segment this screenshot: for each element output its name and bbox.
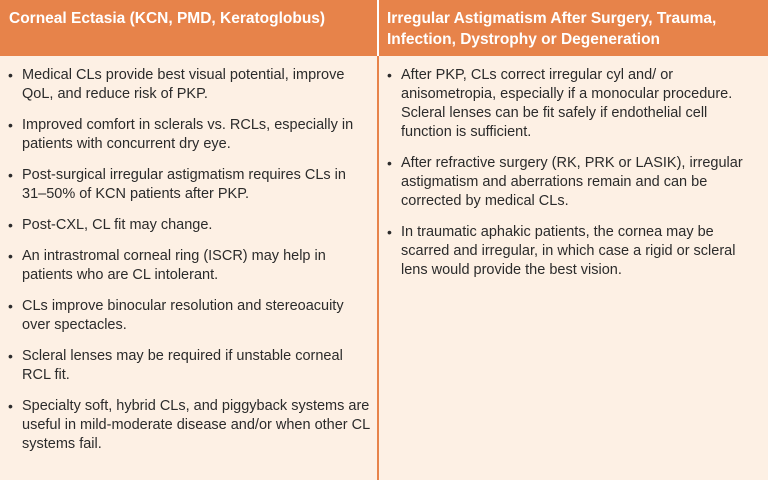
column-header-irregular-astigmatism: Irregular Astigmatism After Surgery, Trauma, Infection, Dystrophy or Degeneration: [379, 0, 768, 56]
column-body-irregular-astigmatism: [379, 56, 768, 480]
list-item-text: CLs improve binocular resolution and stereoacuity over spectacles.: [22, 298, 344, 333]
list-item-text: Medical CLs provide best visual potential, improve QoL, and reduce risk of PKP.: [22, 67, 345, 102]
list-item-text: In traumatic aphakic patients, the cornea may be scarred and irregular, in which case a rigid or scleral lens would provide the best vision.: [401, 224, 736, 278]
list-item-text: Specialty soft, hybrid CLs, and piggyback systems are useful in mild-moderate disease and/or when other CL systems fail.: [22, 398, 370, 452]
list-item: [8, 397, 371, 454]
list-item: [8, 247, 371, 285]
bullet-icon: •: [387, 67, 392, 83]
bullet-icon: •: [8, 298, 13, 314]
bullet-icon: •: [387, 224, 392, 240]
list-item: [387, 154, 762, 211]
column-header-corneal-ectasia: Corneal Ectasia (KCN, PMD, Keratoglobus): [0, 0, 379, 56]
list-item: [8, 116, 371, 154]
list-item-text: Scleral lenses may be required if unstable corneal RCL fit.: [22, 348, 343, 383]
list-item-text: Post-CXL, CL fit may change.: [22, 217, 213, 233]
bullet-list: [387, 66, 762, 280]
list-item: [387, 66, 762, 142]
bullet-icon: •: [8, 117, 13, 133]
list-item: [8, 166, 371, 204]
bullet-icon: •: [8, 248, 13, 264]
bullet-icon: •: [8, 398, 13, 414]
bullet-icon: •: [8, 67, 13, 83]
bullet-icon: •: [387, 155, 392, 171]
list-item-text: Improved comfort in sclerals vs. RCLs, especially in patients with concurrent dry eye.: [22, 117, 354, 152]
list-item: [8, 66, 371, 104]
list-item-text: After refractive surgery (RK, PRK or LASIK), irregular astigmatism and aberrations remain and can be corrected by medical CLs.: [401, 155, 743, 209]
bullet-list: [8, 66, 371, 454]
list-item: [387, 223, 762, 280]
list-item-text: An intrastromal corneal ring (ISCR) may help in patients who are CL intolerant.: [22, 248, 326, 283]
bullet-icon: •: [8, 167, 13, 183]
list-item-text: Post-surgical irregular astigmatism requires CLs in 31–50% of KCN patients after PKP.: [22, 167, 346, 202]
list-item: [8, 216, 371, 235]
list-item-text: After PKP, CLs correct irregular cyl and/ or anisometropia, especially if a monocular procedure. Scleral lenses can be fit safely if endothelial cell function is sufficient.: [401, 67, 733, 140]
bullet-icon: •: [8, 348, 13, 364]
list-item: [8, 347, 371, 385]
bullet-icon: •: [8, 217, 13, 233]
column-body-corneal-ectasia: [0, 56, 379, 480]
list-item: [8, 297, 371, 335]
